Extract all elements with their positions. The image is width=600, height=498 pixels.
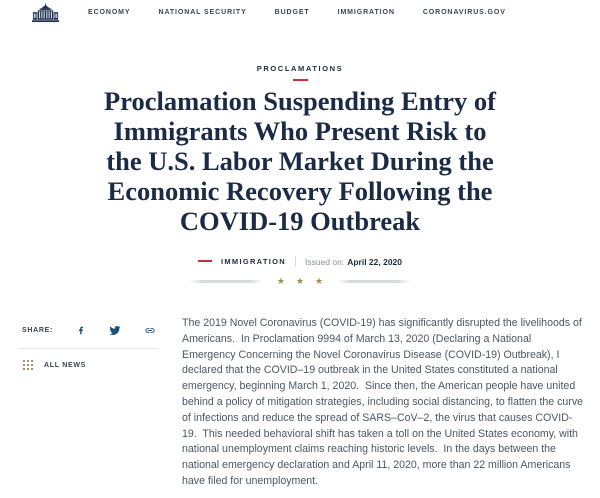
top-nav-bar	[0, 0, 600, 30]
star-icon: ★	[276, 276, 285, 286]
twitter-icon[interactable]	[109, 325, 121, 336]
category-underline	[293, 79, 308, 81]
divider-line-right	[337, 280, 411, 283]
divider-line-left	[189, 280, 263, 283]
star-icon: ★	[295, 276, 305, 286]
issued-on	[305, 252, 402, 270]
article-body-paragraph: The 2019 Novel Coronavirus (COVID-19) has significantly disrupted the livelihoods of Americans. In Proclamation 9994 of March 13, 2020 (Declaring a National Emergency Concerning the Novel Coronavirus Disease (COVID-19) Outbreak), I declared that the COVID–19 outbreak in the United States constituted a national emergency, beginning March 1, 2020. Since then, the American people have united behind a policy of mitigation strategies, including social distancing, to flatten the curve of infections and reduce the spread of SARS–CoV–2, the virus that causes COVID-19. This needed behavioral shift has taken a toll on the United States economy, with national unemployment claims reaching historic levels. In the days between the national emergency declaration and April 11, 2020, more than 22 million Americans have filed for unemployment.	[182, 317, 586, 487]
sidebar-divider	[20, 348, 158, 349]
facebook-icon[interactable]	[76, 325, 86, 336]
category-wrap	[0, 58, 600, 81]
meta-divider	[295, 256, 296, 267]
tag-link-immigration[interactable]: IMMIGRATION	[220, 256, 286, 266]
article-meta	[0, 252, 600, 270]
star-icon: ★	[315, 276, 324, 286]
page-title-line: Immigrants Who Present Risk to	[113, 116, 487, 146]
star-divider	[0, 277, 600, 286]
primary-nav	[88, 9, 506, 16]
page-title-line: COVID-19 Outbreak	[179, 206, 421, 236]
nav-item-immigration[interactable]: IMMIGRATION	[337, 9, 395, 16]
all-news-label: ALL NEWS	[44, 361, 87, 369]
nav-item-coronavirus-gov[interactable]: CORONAVIRUS.GOV	[422, 9, 506, 16]
white-house-logo-icon[interactable]	[32, 3, 59, 24]
issued-on-label: Issued on:	[304, 257, 345, 267]
all-news-link[interactable]	[22, 359, 86, 371]
nav-item-economy[interactable]: ECONOMY	[88, 9, 131, 16]
page-title-line: the U.S. Labor Market During the	[106, 146, 494, 176]
nav-item-national-security[interactable]: NATIONAL SECURITY	[158, 9, 247, 16]
stars	[277, 277, 323, 286]
grid-dots-icon	[22, 359, 34, 371]
nav-item-budget[interactable]: BUDGET	[274, 9, 310, 16]
copy-link-icon[interactable]	[144, 325, 156, 336]
share-bar	[22, 325, 156, 336]
tag-dash	[198, 260, 212, 262]
issued-on-date: April 22, 2020	[347, 257, 403, 267]
page-title-line: Economic Recovery Following the	[107, 176, 493, 206]
page-title-line: Proclamation Suspending Entry of	[104, 86, 496, 116]
page-title	[50, 86, 550, 236]
share-label: SHARE:	[22, 327, 54, 334]
category-link-proclamations[interactable]: PROCLAMATIONS	[256, 64, 344, 73]
